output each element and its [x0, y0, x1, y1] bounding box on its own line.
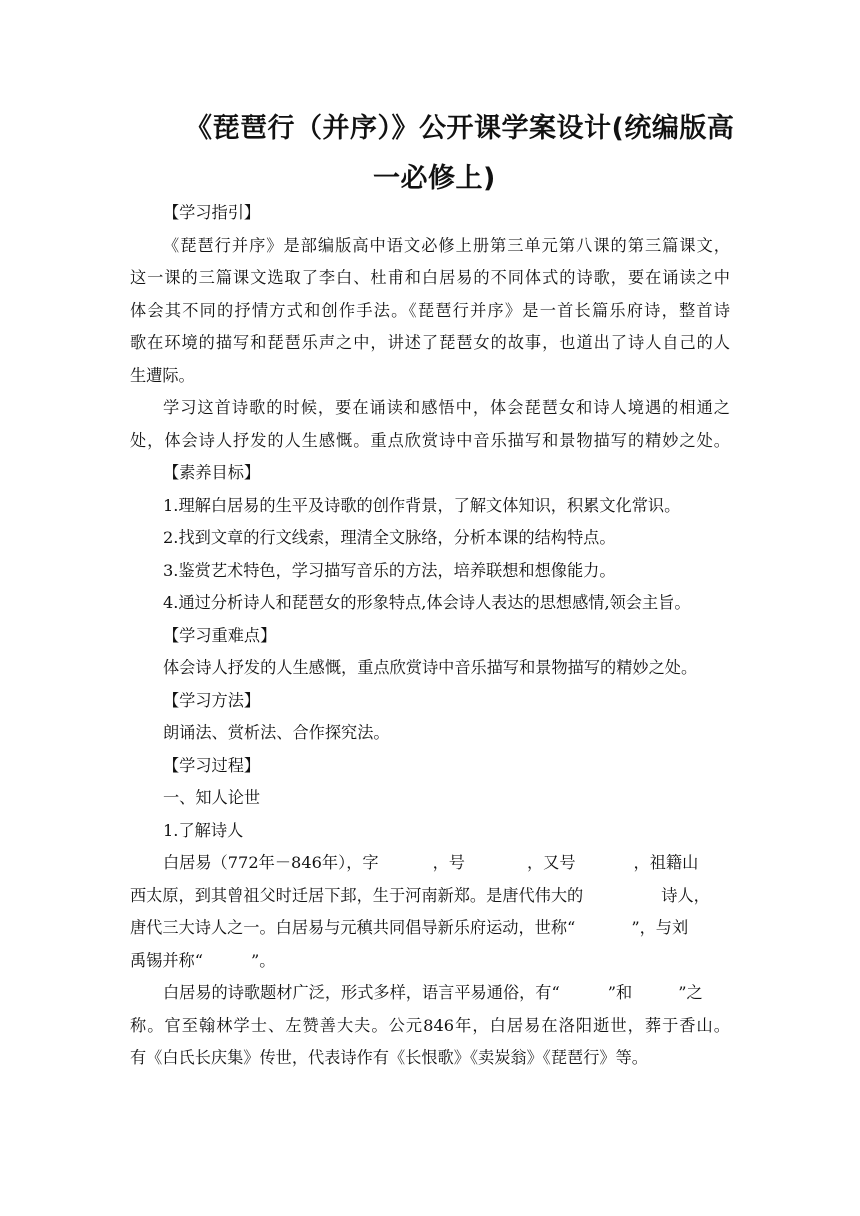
poet-paragraph-1-line-3	[130, 912, 730, 945]
guide-paragraph-1-line-4: 歌在环境的描写和琵琶乐声之中，讲述了琵琶女的故事，也道出了诗人自己的人	[130, 333, 730, 352]
guide-paragraph-1-line-2: 这一课的三篇课文选取了李白、杜甫和白居易的不同体式的诗歌，要在诵读之中	[130, 268, 730, 287]
poet-paragraph-2-line-1	[130, 977, 730, 1010]
guide-paragraph-1-line-5: 生遭际。	[130, 365, 195, 385]
title-line-2: 一必修上)	[373, 163, 496, 194]
heading-key-points: 【学习重难点】	[163, 625, 277, 645]
key-points-text: 体会诗人抒发的人生感慨，重点欣赏诗中音乐描写和景物描写的精妙之处。	[163, 658, 698, 677]
poet-paragraph-2-line-3: 有《白氏长庆集》传世，代表诗作有《长恨歌》《卖炭翁》《琵琶行》等。	[130, 1048, 648, 1067]
process-part-1: 一、知人论世	[163, 788, 261, 807]
poet-text-segment: ，又号	[526, 853, 576, 872]
goal-item-3: 3.鉴赏艺术特色，学习描写音乐的方法，培养联想和想像能力。	[163, 560, 616, 580]
poet-text-segment: 禹锡并称“	[130, 950, 204, 970]
poet-paragraph-1-line-4	[130, 945, 730, 978]
poet-text-segment: ，祖籍山	[633, 853, 699, 872]
guide-paragraph-2-line-1: 学习这首诗歌的时候，要在诵读和感悟中，体会琵琶女和诗人境遇的相通之	[163, 398, 730, 417]
heading-learning-process: 【学习过程】	[163, 755, 261, 775]
guide-paragraph-1-line-1: 《琵琶行并序》是部编版高中语文必修上册第三单元第八课的第三篇课文，	[163, 235, 730, 255]
poet-paragraph-1-line-1	[130, 847, 730, 880]
goal-item-1: 1.理解白居易的生平及诗歌的创作背景，了解文体知识，积累文化常识。	[163, 495, 681, 515]
document-body	[130, 197, 730, 1075]
poet-text-segment: 白居易（772年－846年），字	[163, 853, 379, 872]
poet-text-segment: 西太原，到其曾祖父时迁居下邽，生于河南新郑。是唐代伟大的	[130, 885, 584, 905]
poet-text-segment: ，号	[432, 853, 465, 872]
poet-text-segment: 诗人，	[661, 885, 710, 905]
poet-text-segment: ”，与刘	[631, 918, 689, 937]
learning-methods-text: 朗诵法、赏析法、合作探究法。	[163, 723, 390, 742]
goal-item-4: 4.通过分析诗人和琵琶女的形象特点,体会诗人表达的思想感情,领会主旨。	[163, 593, 691, 612]
goal-item-2: 2.找到文章的行文线索，理清全文脉络，分析本课的结构特点。	[163, 528, 616, 547]
poet-paragraph-2-line-2: 称。官至翰林学士、左赞善大夫。公元846年，白居易在洛阳逝世，葬于香山。	[130, 1015, 730, 1035]
process-item-1: 1.了解诗人	[163, 820, 244, 840]
poet-text-segment: ”。	[251, 950, 276, 970]
heading-learning-guide: 【学习指引】	[163, 203, 261, 222]
guide-paragraph-1-line-3: 体会其不同的抒情方式和创作手法。《琵琶行并序》是一首长篇乐府诗，整首诗	[130, 300, 730, 320]
guide-paragraph-2-line-2: 处，体会诗人抒发的人生感慨。重点欣赏诗中音乐描写和景物描写的精妙之处。	[130, 430, 730, 450]
poet-text-segment: ”之	[678, 983, 703, 1002]
document-title	[130, 104, 770, 204]
heading-learning-methods: 【学习方法】	[163, 690, 261, 710]
poet-text-segment: 白居易的诗歌题材广泛，形式多样，语言平易通俗，有“	[163, 983, 560, 1002]
title-line-1: 《琵琶行（并序）》公开课学案设计(统编版高	[185, 113, 735, 144]
poet-paragraph-1-line-2	[130, 880, 730, 913]
poet-text-segment: 唐代三大诗人之一。白居易与元稹共同倡导新乐府运动，世称“	[130, 918, 576, 937]
heading-literacy-goals: 【素养目标】	[163, 463, 261, 482]
poet-text-segment: ”和	[607, 983, 633, 1002]
